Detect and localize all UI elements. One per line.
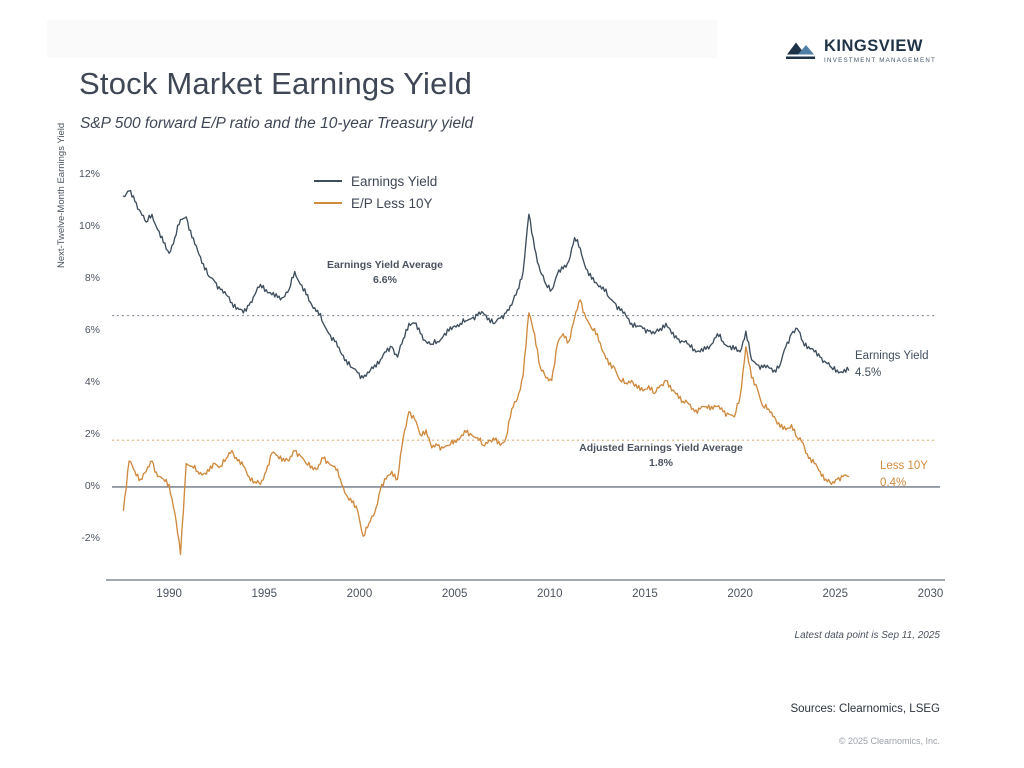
end-label-less-10y-name: Less 10Y — [880, 460, 928, 472]
x-axis-tick: 2000 — [346, 588, 373, 600]
y-axis-title: Next-Twelve-Month Earnings Yield — [56, 122, 67, 268]
end-label-earnings-yield-value: 4.5% — [855, 367, 882, 380]
annotation-adjusted-average-value: 1.8% — [649, 457, 673, 470]
x-axis-tick: 2010 — [536, 588, 563, 600]
y-axis-tick: 10% — [78, 220, 100, 233]
y-axis-tick: 0% — [84, 479, 100, 492]
annotation-adjusted-average — [568, 441, 754, 471]
y-axis-tick: -2% — [81, 531, 100, 544]
logo-name: KINGSVIEW — [824, 37, 923, 56]
logo-wordmark — [824, 38, 936, 64]
header-band — [47, 20, 717, 58]
legend-label-earnings-yield: Earnings Yield — [351, 173, 438, 189]
copyright-note: © 2025 Clearnomics, Inc. — [838, 736, 940, 746]
annotation-adjusted-average-text: Adjusted Earnings Yield Average — [579, 442, 743, 454]
x-axis-tick: 1995 — [251, 588, 278, 600]
legend-label-ep-less-10y: E/P Less 10Y — [351, 195, 433, 211]
y-axis-tick: 8% — [84, 272, 100, 285]
end-label-less-10y-value: 0.4% — [880, 477, 907, 490]
latest-data-note: Latest data point is Sep 11, 2025 — [794, 630, 940, 641]
x-axis-tick: 2015 — [632, 588, 658, 600]
legend-swatch-ep-less-10y — [314, 202, 342, 204]
end-label-less-10y — [880, 458, 928, 493]
chart-legend — [314, 170, 437, 214]
page-subtitle: S&P 500 forward E/P ratio and the 10-year Treasury yield — [80, 115, 474, 132]
x-axis-tick: 2025 — [822, 588, 849, 600]
legend-item-earnings-yield — [314, 170, 437, 192]
mountain-logo-icon — [786, 39, 816, 63]
y-axis-tick: 2% — [84, 428, 100, 440]
annotation-earnings-yield-average — [295, 258, 475, 288]
end-label-earnings-yield — [855, 348, 929, 383]
x-axis-tick: 1990 — [156, 588, 182, 600]
x-axis-tick: 2005 — [441, 588, 468, 600]
page-title: Stock Market Earnings Yield — [79, 66, 473, 101]
end-label-earnings-yield-name: Earnings Yield — [855, 350, 929, 362]
y-axis-tick: 4% — [84, 376, 100, 389]
sources-note: Sources: Clearnomics, LSEG — [790, 703, 940, 715]
x-axis-tick: 2030 — [917, 588, 944, 600]
legend-item-ep-less-10y — [314, 192, 437, 214]
logo-tagline: INVESTMENT MANAGEMENT — [824, 56, 937, 64]
legend-swatch-earnings-yield — [314, 180, 342, 182]
y-axis-tick: 6% — [84, 324, 100, 337]
annotation-earnings-yield-average-value: 6.6% — [373, 274, 397, 287]
annotation-earnings-yield-average-text: Earnings Yield Average — [327, 259, 443, 271]
x-axis-tick: 2020 — [727, 588, 753, 600]
y-axis-tick: 12% — [78, 168, 100, 181]
kingsview-logo — [786, 32, 946, 70]
